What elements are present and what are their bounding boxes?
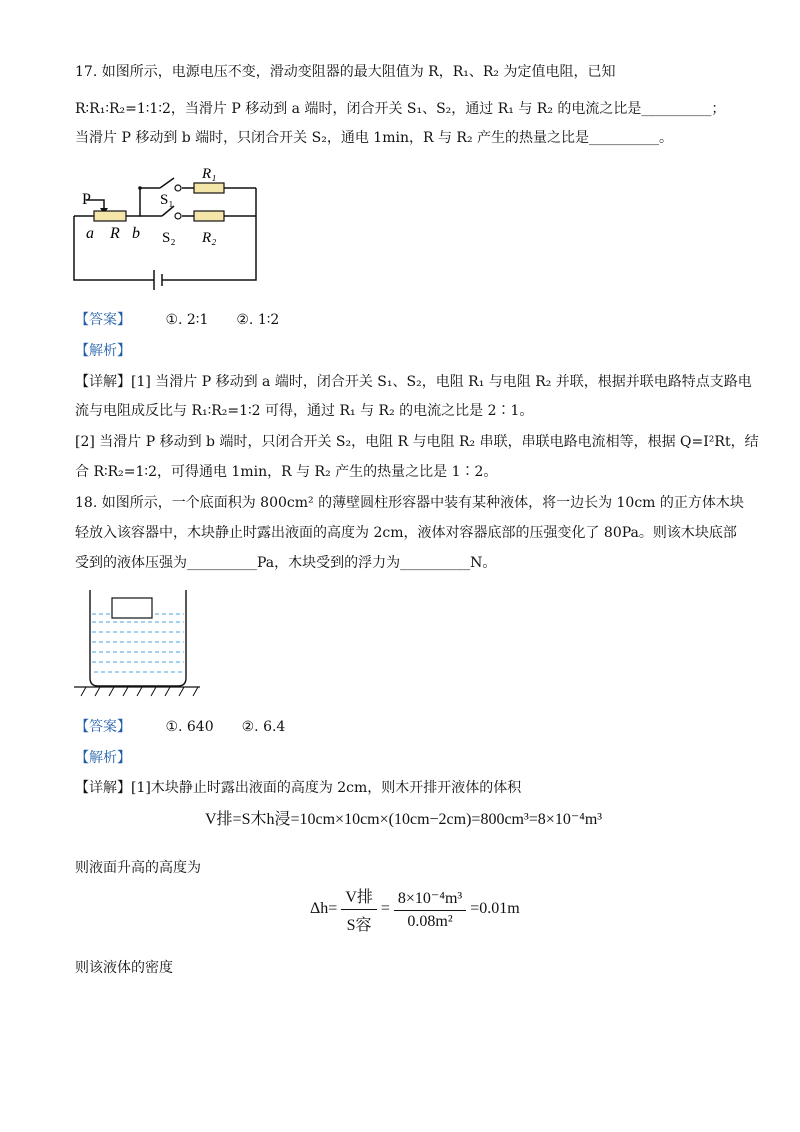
eq2-right: =0.01m [470, 900, 520, 918]
rheostat-r [94, 211, 126, 221]
q17-detail-4: 合 R∶R₂=1∶2，可得通电 1min，R 与 R₂ 产生的热量之比是 1∶2。 [75, 464, 498, 480]
q17-answer-row [75, 310, 279, 330]
wooden-block [112, 598, 152, 618]
q17-detail-1: 【详解】[1] 当滑片 P 移动到 a 端时，闭合开关 S₁、S₂，电阻 R₁ 与电阻 R₂ 并联，根据并联电路特点支路电 [75, 374, 752, 390]
label-p: P [82, 191, 91, 208]
q18-line-3: 受到的液体压强为__________Pa，木块受到的浮力为__________N。 [75, 555, 497, 571]
equation-displaced-volume: V排=S木h浸=10cm×10cm×(10cm−2cm)=800cm³=8×10⁻⁴m³ [205, 811, 603, 828]
eq2-fraction-1 [341, 884, 377, 935]
equation-height-rise [310, 884, 520, 935]
q18-answer: ①. 640 ②. 6.4 [165, 719, 286, 735]
label-b: b [132, 225, 140, 242]
circuit-diagram [70, 160, 270, 290]
q18-line-1: 18. 如图所示，一个底面积为 800cm² 的薄壁圆柱形容器中装有某种液体，将一边长为 10cm 的正方体木块 [75, 495, 744, 511]
eq2-denominator-1: S容 [341, 909, 377, 935]
q18-line-2: 轻放入该容器中，木块静止时露出液面的高度为 2cm，液体对容器底部的压强变化了 80Pa。则该木块底部 [75, 525, 737, 541]
label-s2: S₂ [162, 230, 176, 246]
q18-answer-row [75, 717, 285, 737]
resistor-r1 [194, 183, 224, 193]
q17-line-3: 当滑片 P 移动到 b 端时，只闭合开关 S₂，通电 1min，R 与 R₂ 产生的热量之比是__________。 [75, 130, 674, 146]
answer-tag: 【答案】 [75, 719, 131, 735]
q18-text-2: 则液面升高的高度为 [75, 860, 201, 876]
eq2-numerator-1: V排 [345, 889, 373, 906]
container-diagram [72, 586, 204, 698]
eq2-numerator-2: 8×10⁻⁴m³ [397, 890, 463, 907]
eq2-denominator-2: 0.08m² [394, 910, 466, 931]
eq2-left: Δh= [310, 900, 338, 918]
q17-detail-3: [2] 当滑片 P 移动到 b 端时，只闭合开关 S₂，电阻 R 与电阻 R₂ 串联，串联电路电流相等，根据 Q=I²Rt，结 [75, 434, 759, 450]
label-s1: S₁ [160, 192, 174, 208]
label-a: a [86, 225, 94, 242]
resistor-r2 [194, 211, 224, 221]
answer-tag: 【答案】 [75, 312, 131, 328]
q17-analysis-tag: 【解析】 [75, 343, 131, 359]
q17-line-2: R∶R₁∶R₂=1∶1∶2，当滑片 P 移动到 a 端时，闭合开关 S₁、S₂，通过 R₁ 与 R₂ 的电流之比是__________； [75, 101, 726, 117]
q17-line-1: 17. 如图所示，电源电压不变，滑动变阻器的最大阻值为 R，R₁、R₂ 为定值电阻，已知 [75, 64, 616, 80]
label-r: R [110, 225, 120, 242]
q18-text-3: 则该液体的密度 [75, 960, 173, 976]
eq2-mid: = [380, 900, 390, 918]
q17-answer: ①. 2∶1 ②. 1∶2 [165, 312, 280, 328]
q18-detail-1: 【详解】[1]木块静止时露出液面的高度为 2cm，则木开排开液体的体积 [75, 780, 522, 796]
label-r1: R₁ [202, 166, 217, 182]
label-r2: R₂ [202, 230, 217, 246]
eq2-fraction-2 [394, 888, 466, 931]
q17-detail-2: 流与电阻成反比与 R₁∶R₂=1∶2 可得，通过 R₁ 与 R₂ 的电流之比是 2∶1。 [75, 403, 534, 419]
q18-analysis-tag: 【解析】 [75, 750, 131, 766]
